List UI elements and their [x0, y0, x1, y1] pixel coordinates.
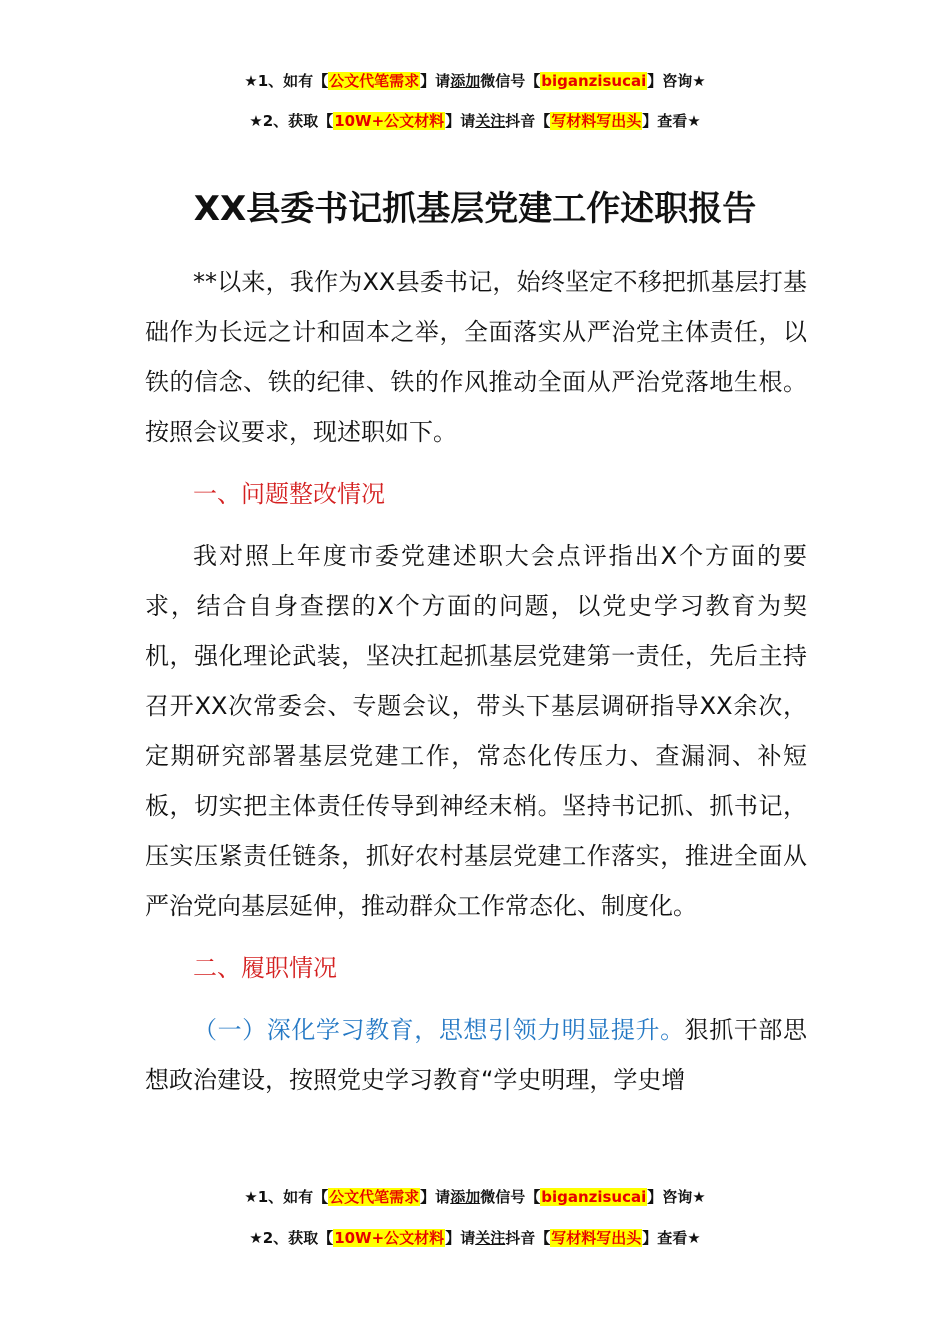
section-1-paragraph: 我对照上年度市委党建述职大会点评指出X个方面的要求，结合自身查摆的X个方面的问题，以党史学习教育为契机，强化理论武装，坚决扛起抓基层党建第一责任，先后主持召开XX次常委会、专题会议，带头下基层调研指导XX余次，定期研究部署基层党建工作，常态化传压力、查漏洞、补短板，切实把主体责任传导到神经末梢。坚持书记抓、抓书记，压实压紧责任链条，抓好农村基层党建工作落实，推进全面从严治党向基层延伸，推动群众工作常态化、制度化。: [145, 542, 807, 920]
banner-text: ★2、获取【: [249, 1229, 334, 1247]
banner-text: 】查看★: [642, 112, 701, 130]
banner-highlight: 公文代笔需求: [329, 1188, 420, 1206]
banner-highlight: 写材料写出头: [551, 1229, 642, 1247]
bottom-banner-line-1: [0, 1186, 950, 1208]
banner-text: 抖音【: [505, 1229, 551, 1247]
banner-text: 微信号【: [480, 72, 541, 90]
banner-underline: 关注: [475, 1229, 506, 1247]
document-title: XX县委书记抓基层党建工作述职报告: [193, 189, 757, 229]
top-banner-line-1: [0, 70, 950, 92]
banner-text: 】咨询★: [647, 1188, 706, 1206]
subsection-1-paragraph: [145, 1005, 807, 1105]
subsection-1-text: 狠抓干部思想政治建设，按照党史学习教育“学史明理，学史增: [145, 1016, 808, 1094]
section-heading-1: 一、问题整改情况: [193, 480, 385, 508]
banner-underline: 添加: [450, 1188, 481, 1206]
banner-text: 】请: [445, 1229, 476, 1247]
banner-text: 】请: [420, 72, 451, 90]
banner-text: ★1、如有【: [244, 1188, 329, 1206]
banner-highlight: biganzisucai: [541, 1188, 647, 1206]
subsection-heading-1: （一）深化学习教育，思想引领力明显提升。: [193, 1016, 685, 1044]
banner-text: 微信号【: [480, 1188, 541, 1206]
banner-highlight: 10W+公文材料: [334, 1229, 445, 1247]
banner-text: ★2、获取【: [249, 112, 334, 130]
banner-text: 】请: [420, 1188, 451, 1206]
banner-text: 】请: [445, 112, 476, 130]
top-banner-line-2: [0, 110, 950, 132]
document-body: [145, 257, 807, 1105]
banner-highlight: 写材料写出头: [551, 112, 642, 130]
banner-highlight: 公文代笔需求: [329, 72, 420, 90]
section-heading-2: 二、履职情况: [193, 954, 337, 982]
intro-paragraph: **以来，我作为XX县委书记，始终坚定不移把抓基层打基础作为长远之计和固本之举，全面落实从严治党主体责任，以铁的信念、铁的纪律、铁的作风推动全面从严治党落地生根。按照会议要求，现述职如下。: [145, 268, 807, 446]
banner-text: 抖音【: [505, 112, 551, 130]
banner-text: 】查看★: [642, 1229, 701, 1247]
banner-underline: 添加: [450, 72, 481, 90]
banner-highlight: biganzisucai: [541, 72, 647, 90]
banner-underline: 关注: [475, 112, 506, 130]
banner-text: ★1、如有【: [244, 72, 329, 90]
banner-highlight: 10W+公文材料: [334, 112, 445, 130]
bottom-banner-line-2: [0, 1227, 950, 1249]
banner-text: 】咨询★: [647, 72, 706, 90]
